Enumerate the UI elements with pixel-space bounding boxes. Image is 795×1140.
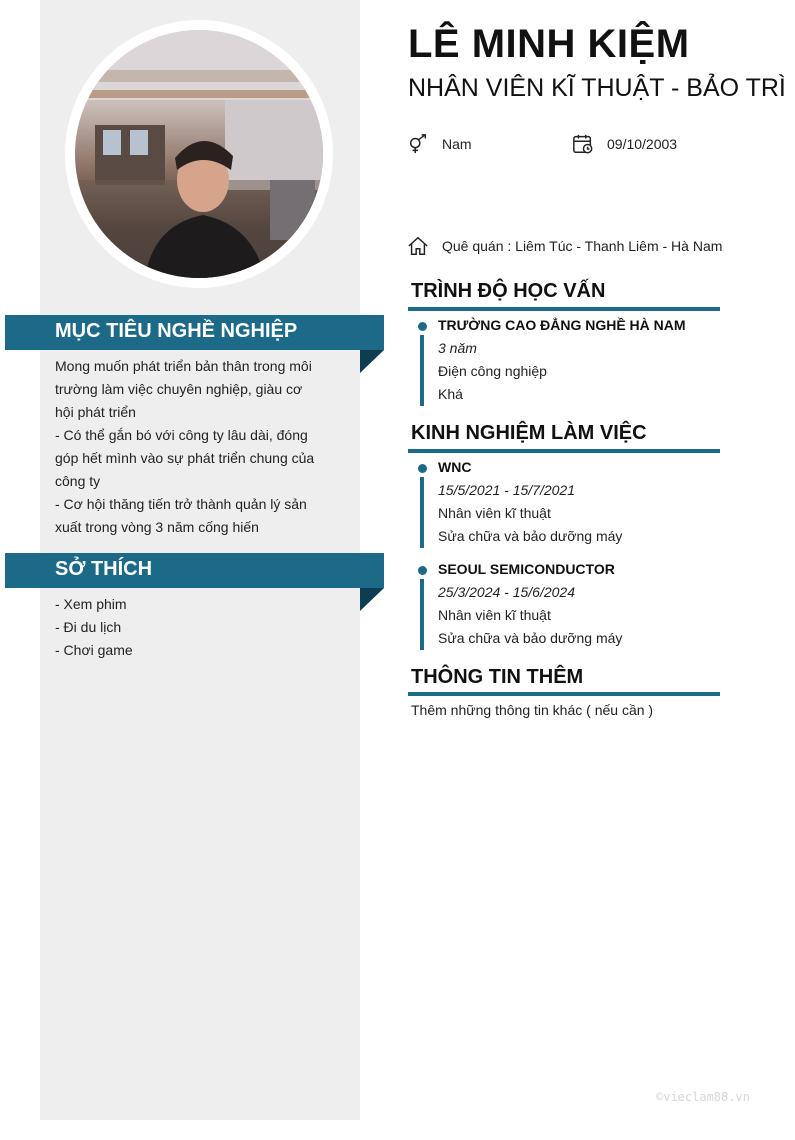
extra-text: Thêm những thông tin khác ( nếu cần ): [411, 702, 654, 718]
job-title: NHÂN VIÊN KĨ THUẬT - BẢO TRÌ: [408, 74, 786, 102]
timeline-dot: [418, 566, 427, 575]
objective-line: góp hết mình vào sự phát triển chung của: [55, 450, 315, 466]
school-name: TRƯỜNG CAO ĐẲNG NGHỀ HÀ NAM: [438, 317, 686, 333]
candidate-name: LÊ MINH KIỆM: [408, 22, 690, 66]
home-icon: [407, 235, 429, 257]
hometown-value: Quê quán : Liêm Túc - Thanh Liêm - Hà Nam: [442, 238, 723, 254]
gender-value: Nam: [442, 136, 472, 152]
objective-banner-fold: [360, 350, 384, 373]
timeline-line: [420, 335, 424, 406]
timeline-line: [420, 579, 424, 650]
objective-line: công ty: [55, 473, 101, 489]
education-heading: TRÌNH ĐỘ HỌC VẤN: [411, 280, 606, 302]
experience-entry: [418, 561, 718, 651]
objective-line: - Có thể gắn bó với công ty lâu dài, đóng: [55, 427, 308, 443]
calendar-icon: [572, 133, 594, 155]
objective-heading: MỤC TIÊU NGHỀ NGHIỆP: [55, 320, 298, 342]
hobby-item: - Xem phim: [55, 596, 127, 612]
extra-divider: [408, 692, 720, 696]
company-name: WNC: [438, 459, 472, 475]
gender-row: [407, 133, 472, 155]
hometown-row: [407, 235, 722, 257]
hobbies-list: [55, 593, 316, 662]
experience-divider: [408, 449, 720, 453]
experience-period: 15/5/2021 - 15/7/2021: [438, 482, 576, 498]
objective-line: xuất trong vòng 3 năm cống hiến: [55, 519, 259, 535]
hobbies-heading: SỞ THÍCH: [55, 558, 153, 580]
timeline-line: [420, 477, 424, 548]
experience-description: Sửa chữa và bảo dưỡng máy: [438, 630, 623, 646]
extra-heading: THÔNG TIN THÊM: [411, 666, 584, 688]
experience-position: Nhân viên kĩ thuật: [438, 505, 551, 521]
objective-line: - Cơ hội thăng tiến trở thành quản lý sản: [55, 496, 307, 512]
experience-position: Nhân viên kĩ thuật: [438, 607, 551, 623]
experience-period: 25/3/2024 - 15/6/2024: [438, 584, 576, 600]
birthdate-value: 09/10/2003: [607, 136, 678, 152]
education-grade: Khá: [438, 386, 463, 402]
birthdate-row: [572, 133, 677, 155]
hobby-item: - Đi du lịch: [55, 619, 122, 635]
education-divider: [408, 307, 720, 311]
objective-line: Mong muốn phát triển bản thân trong môi: [55, 358, 312, 374]
objective-text: [55, 355, 316, 539]
gender-icon: [407, 133, 429, 155]
experience-entry: [418, 459, 718, 549]
education-entry: [418, 317, 718, 407]
experience-description: Sửa chữa và bảo dưỡng máy: [438, 528, 623, 544]
company-name: SEOUL SEMICONDUCTOR: [438, 561, 615, 577]
hobbies-banner-fold: [360, 588, 384, 611]
watermark: ©vieclam88.vn: [656, 1090, 750, 1104]
education-major: Điện công nghiệp: [438, 363, 547, 379]
objective-line: trường làm việc chuyên nghiệp, giàu cơ: [55, 381, 303, 397]
avatar: [75, 30, 323, 278]
education-duration: 3 năm: [438, 340, 477, 356]
hobby-item: - Chơi game: [55, 642, 133, 658]
hobbies-banner: [5, 553, 384, 588]
experience-heading: KINH NGHIỆM LÀM VIỆC: [411, 422, 647, 444]
timeline-dot: [418, 464, 427, 473]
objective-banner: [5, 315, 384, 350]
timeline-dot: [418, 322, 427, 331]
objective-line: hội phát triển: [55, 404, 136, 420]
